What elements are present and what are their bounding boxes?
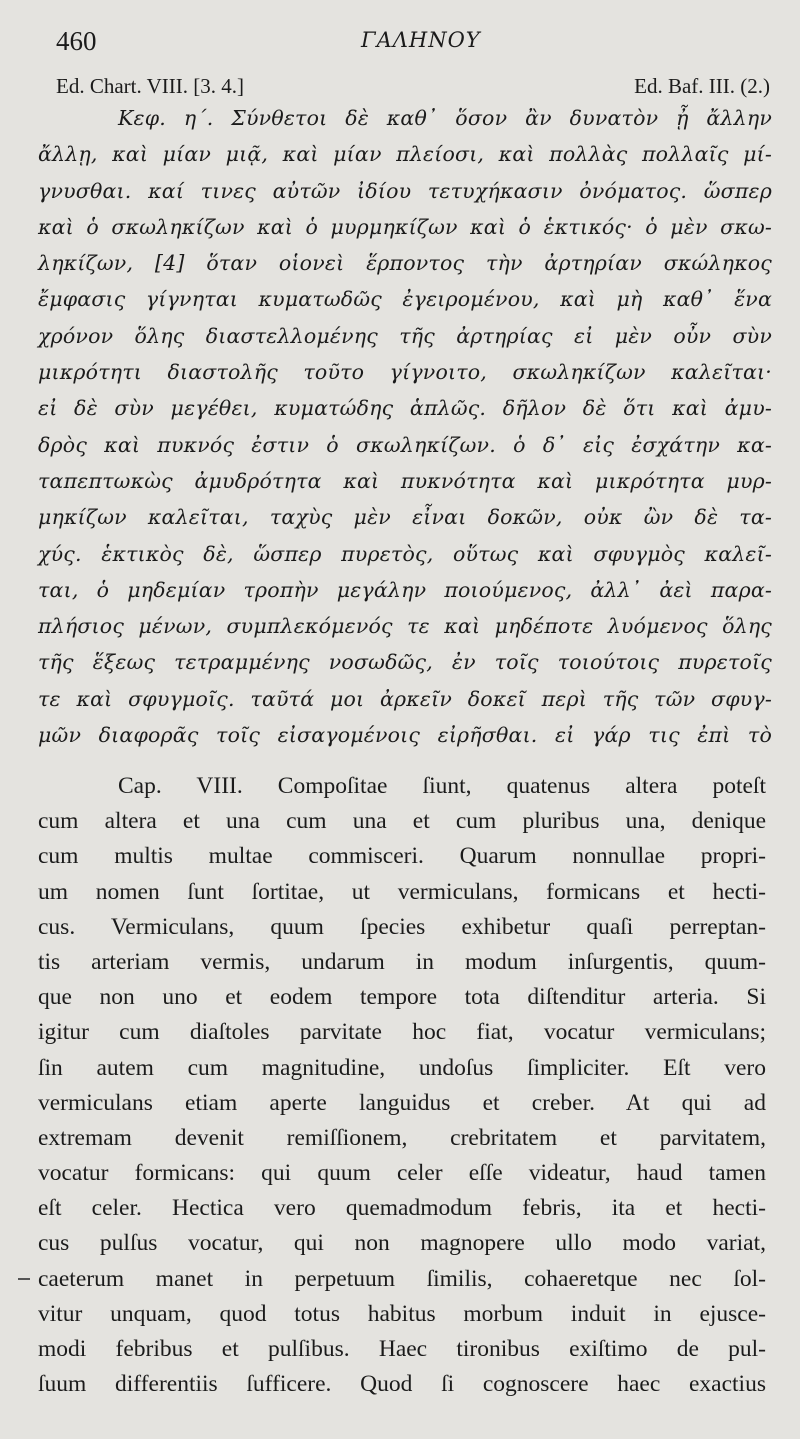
latin-line: igitur cum diaſtoles parvitate hoc fiat, vocatur vermiculans; bbox=[38, 1019, 766, 1046]
greek-line: Κεφ. η΄. Σύνθετοι δὲ καθ᾽ ὅσον ἂν δυνατὸν ᾖ ἄλλην bbox=[118, 106, 772, 130]
latin-line: vitur unquam, quod totus habitus morbum induit in ejusce- bbox=[38, 1300, 766, 1327]
latin-line: que non uno et eodem tempore tota diſtenditur arteria. Si bbox=[38, 984, 766, 1011]
greek-line: γνυσθαι. καί τινες αὐτῶν ἰδίου τετυχήκασιν ὀνόματος. ὥσπερ bbox=[38, 178, 772, 203]
greek-line: χύς. ἑκτικὸς δὲ, ὥσπερ πυρετὸς, οὕτως καὶ σφυγμὸς καλεῖ- bbox=[38, 541, 772, 566]
greek-line: δρὸς καὶ πυκνός ἐστιν ὁ σκωληκίζων. ὁ δ᾽ εἰς ἐσχάτην κα- bbox=[38, 432, 772, 457]
greek-line: ται, ὁ μηδεμίαν τροπὴν μεγάλην ποιούμενος, ἀλλ᾽ ἀεὶ παρα- bbox=[38, 577, 772, 602]
greek-line: ταπεπτωκὼς ἀμυδρότητα καὶ πυκνότητα καὶ μικρότητα μυρ- bbox=[38, 468, 772, 493]
latin-line: modi febribus et pulſibus. Haec tironibus exiſtimo de pul- bbox=[38, 1336, 766, 1362]
latin-line: um nomen ſunt ſortitae, ut vermiculans, formicans et hecti- bbox=[38, 878, 766, 905]
greek-line: ἔμφασις γίγνηται κυματωδῶς ἐγειρομένου, καὶ μὴ καθ᾽ ἕνα bbox=[38, 287, 772, 312]
greek-line: καὶ ὁ σκωληκίζων καὶ ὁ μυρμηκίζων καὶ ὁ ἑκτικός· ὁ μὲν σκω- bbox=[38, 214, 772, 239]
edition-reference-right: Ed. Baf. III. (2.) bbox=[634, 74, 770, 98]
latin-line: extremam devenit remiſſionem, crebritatem et parvitatem, bbox=[38, 1124, 766, 1151]
latin-line: cus pulſus vocatur, qui non magnopere ullo modo variat, bbox=[38, 1230, 766, 1257]
latin-line: ſuum differentiis ſufficere. Quod ſi cognoscere haec exactius bbox=[38, 1371, 766, 1398]
greek-line: ἄλλῃ, καὶ μίαν μιᾷ, καὶ μίαν πλείοσι, καὶ πολλὰς πολλαῖς μί- bbox=[38, 142, 772, 167]
greek-line: μῶν διαφορᾶς τοῖς εἰσαγομένοις εἰρῆσθαι. εἰ γάρ τις ἐπὶ τὸ bbox=[38, 723, 772, 748]
greek-line: τῆς ἕξεως τετραμμένης νοσωδῶς, ἐν τοῖς τοιούτοις πυρετοῖς bbox=[38, 650, 772, 675]
greek-line: χρόνον ὅλης διαστελλομένης τῆς ἀρτηρίας εἰ μὲν οὖν σὺν bbox=[38, 323, 772, 348]
latin-line: cum altera et una cum una et cum pluribus una, denique bbox=[38, 808, 766, 835]
latin-line: cus. Vermiculans, quum ſpecies exhibetur quaſi perreptan- bbox=[38, 913, 766, 940]
latin-line: eſt celer. Hectica vero quemadmodum febris, ita et hecti- bbox=[38, 1195, 766, 1222]
latin-line: Cap. VIII. Compoſitae ſiunt, quatenus altera poteſt bbox=[118, 773, 766, 799]
latin-line: cum multis multae commisceri. Quarum nonnullae propri- bbox=[38, 843, 766, 870]
greek-line: ληκίζων, [4] ὅταν οἱονεὶ ἕρποντος τὴν ἀρτηρίαν σκώληκος bbox=[38, 251, 772, 276]
latin-line: vocatur formicans: qui quum celer eſſe videatur, haud tamen bbox=[38, 1160, 766, 1187]
latin-text bbox=[38, 769, 766, 1402]
greek-line: τε καὶ σφυγμοῖς. ταῦτά μοι ἀρκεῖν δοκεῖ περὶ τῆς τῶν σφυγ- bbox=[38, 686, 772, 711]
greek-text bbox=[38, 100, 772, 753]
latin-line: tis arteriam vermis, undarum in modum inſurgentis, quum- bbox=[38, 948, 766, 975]
latin-line: ſin autem cum magnitudine, undoſus ſimpliciter. Eſt vero bbox=[38, 1054, 766, 1081]
margin-mark bbox=[18, 1278, 30, 1280]
running-title: ΓΑΛΗΝΟΥ bbox=[361, 28, 481, 52]
greek-line: μηκίζων καλεῖται, ταχὺς μὲν εἶναι δοκῶν, οὐκ ὢν δὲ τα- bbox=[38, 505, 772, 530]
greek-line: εἰ δὲ σὺν μεγέθει, κυματώδης ἁπλῶς. δῆλον δὲ ὅτι καὶ ἀμυ- bbox=[38, 396, 772, 421]
latin-line: caeterum manet in perpetuum ſimilis, cohaeretque nec ſol- bbox=[38, 1265, 766, 1292]
page-header bbox=[56, 26, 756, 62]
latin-line: vermiculans etiam aperte languidus et creber. At qui ad bbox=[38, 1089, 766, 1116]
greek-line: μικρότητι διαστολῆς τοῦτο γίγνοιτο, σκωληκίζων καλεῖται· bbox=[38, 360, 772, 385]
greek-line: πλήσιος μένων, συμπλεκόμενός τε καὶ μηδέποτε λυόμενος ὅλης bbox=[38, 614, 772, 639]
edition-reference-left: Ed. Chart. VIII. [3. 4.] bbox=[56, 74, 244, 98]
page-number: 460 bbox=[56, 26, 97, 56]
